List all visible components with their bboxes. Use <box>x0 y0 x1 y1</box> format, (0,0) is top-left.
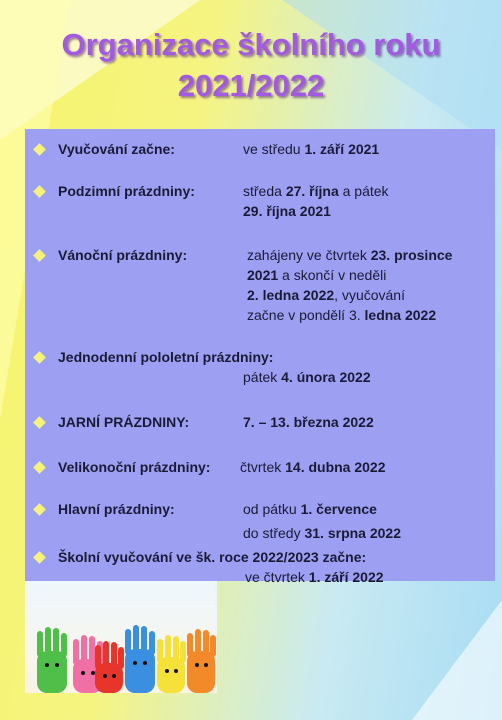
diamond-bullet-icon <box>33 249 46 262</box>
entry-label: JARNÍ PRÁZDNINY: <box>58 414 190 430</box>
diamond-bullet-icon <box>33 143 46 156</box>
diamond-bullet-icon <box>33 351 46 364</box>
entry-value: 7. – 13. března 2022 <box>243 414 374 430</box>
painted-hands-illustration <box>25 581 217 693</box>
entry-label: Velikonoční prázdniny: <box>58 459 211 475</box>
entry-label: Vyučování začne: <box>58 141 175 157</box>
diamond-bullet-icon <box>33 416 46 429</box>
schedule-panel <box>25 129 495 585</box>
page-title <box>0 24 502 106</box>
background-light-ray <box>412 600 502 720</box>
entry-value: čtvrtek 14. dubna 2022 <box>240 459 386 475</box>
diamond-bullet-icon <box>33 503 46 516</box>
entry-label: Podzimní prázdniny: <box>58 183 195 199</box>
diamond-bullet-icon <box>33 461 46 474</box>
entry-value: ve středu 1. září 2021 <box>243 141 380 157</box>
diamond-bullet-icon <box>33 185 46 198</box>
painted-hands-photo <box>25 581 217 693</box>
entry-value: od pátku 1. července do středy 31. srpna 2022 <box>243 501 401 541</box>
entry-label: Jednodenní pololetní prázdniny: <box>58 349 274 365</box>
entry-label: Vánoční prázdniny: <box>58 247 188 263</box>
entry-value: pátek 4. února 2022 <box>243 369 371 385</box>
entry-label: Školní vyučování ve šk. roce 2022/2023 začne: <box>58 549 367 565</box>
entry-value: ve čtvrtek 1. září 2022 <box>245 569 384 585</box>
entry-label: Hlavní prázdniny: <box>58 501 175 517</box>
title-line-1: Organizace školního roku <box>61 27 441 62</box>
entry-value: středa 27. října a pátek 29. října 2021 <box>243 183 389 219</box>
diamond-bullet-icon <box>33 551 46 564</box>
title-line-2: 2021/2022 <box>177 68 325 103</box>
entry-value: zahájeny ve čtvrtek 23. prosince 2021 a skončí v neděli 2. ledna 2022, vyučování začne v pondělí 3. ledna 2022 <box>247 247 453 323</box>
